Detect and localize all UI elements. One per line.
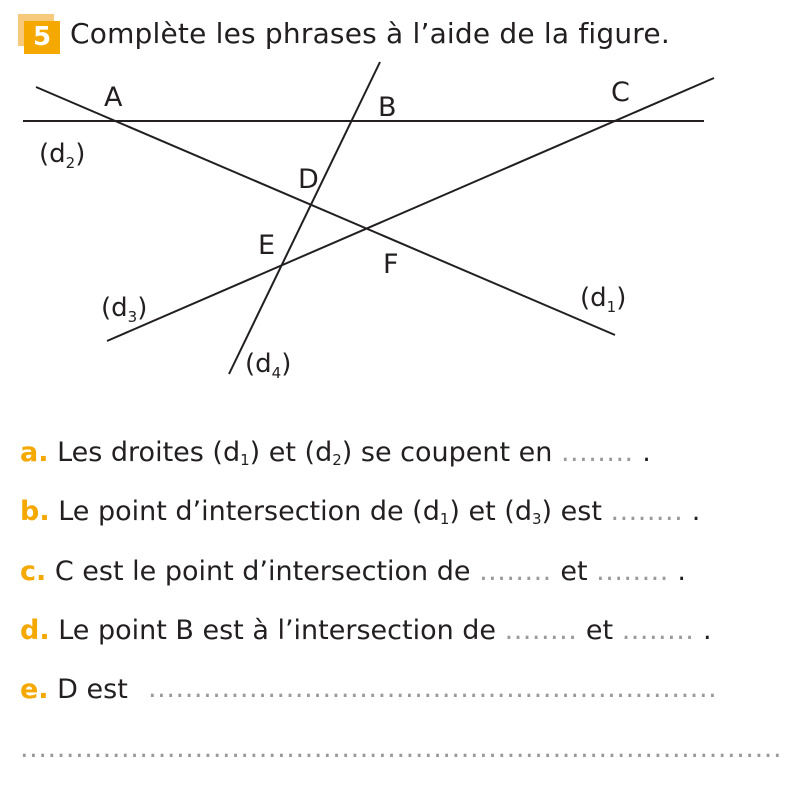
question-c-text-1: C est le point d’intersection de [54, 556, 471, 587]
question-b-period: . [691, 496, 701, 527]
question-c-text-2: et [560, 556, 588, 587]
point-label-d: D [298, 164, 319, 195]
answer-blank-c-1[interactable]: ........ [479, 556, 552, 587]
exercise-number-badge [18, 14, 60, 54]
question-d-period: . [702, 615, 712, 646]
question-c [20, 555, 686, 589]
line-label-d1-sub: 1 [606, 298, 617, 316]
question-a-period: . [642, 437, 651, 468]
question-d [20, 614, 712, 648]
question-a [20, 436, 651, 470]
question-a-text-2: ) et (d [249, 437, 333, 468]
answer-blank-d-1[interactable]: ........ [504, 615, 578, 646]
question-e-text-1: D est [57, 674, 128, 705]
question-a-sub-1: 1 [240, 451, 250, 469]
line-label-d3: $(d_3)$ [101, 293, 148, 326]
point-label-e: E [258, 230, 276, 261]
question-letter-b: b. [20, 496, 50, 527]
question-b-text-2: ) et (d [449, 496, 532, 527]
question-b-text-1: Le point d’intersection de (d [58, 496, 440, 527]
geometry-figure [0, 50, 803, 390]
line-label-d2: $(d_2)$ [39, 139, 86, 172]
line-label-d4: $(d_4)$ [245, 349, 292, 382]
line-d4 [229, 62, 380, 374]
point-label-a: A [104, 82, 123, 113]
line-label-d1: $(d_1)$ [580, 283, 627, 316]
question-letter-e: e. [20, 674, 49, 705]
question-letter-c: c. [20, 556, 47, 587]
question-b-text-3: ) est [541, 496, 602, 527]
point-label-b: B [378, 92, 397, 123]
question-a-text-1: Les droites (d [57, 437, 241, 468]
answer-blank-e-line-2[interactable]: ................................................................................... [20, 733, 783, 764]
question-b [20, 495, 700, 529]
point-label-f: F [383, 249, 399, 280]
question-a-sub-2: 2 [332, 451, 342, 469]
answer-blank-b[interactable]: ........ [610, 496, 684, 527]
point-label-c: C [611, 77, 630, 108]
question-letter-d: d. [20, 615, 50, 646]
question-b-sub-2: 3 [531, 510, 542, 528]
question-d-text-1: Le point B est à l’intersection de [58, 615, 497, 646]
answer-blank-e-line-1[interactable]: .............................................................. [148, 673, 718, 704]
answer-blank-d-2[interactable]: ........ [621, 615, 695, 646]
question-c-period: . [677, 556, 687, 587]
question-a-text-3: ) se coupent en [341, 437, 553, 468]
answer-blank-c-2[interactable]: ........ [596, 556, 669, 587]
line-label-d4-sub: 4 [271, 364, 282, 382]
question-d-text-2: et [585, 615, 614, 646]
answer-blank-a[interactable]: ........ [560, 437, 634, 468]
question-b-sub-1: 1 [439, 510, 450, 528]
line-label-d3-sub: 3 [127, 308, 138, 326]
exercise-instruction: Complète les phrases à l’aide de la figure. [70, 17, 670, 50]
question-e [20, 673, 128, 707]
question-letter-a: a. [20, 437, 49, 468]
line-label-d2-sub: 2 [65, 154, 76, 172]
exercise-number: 5 [24, 21, 60, 54]
exercise-header [18, 14, 670, 54]
